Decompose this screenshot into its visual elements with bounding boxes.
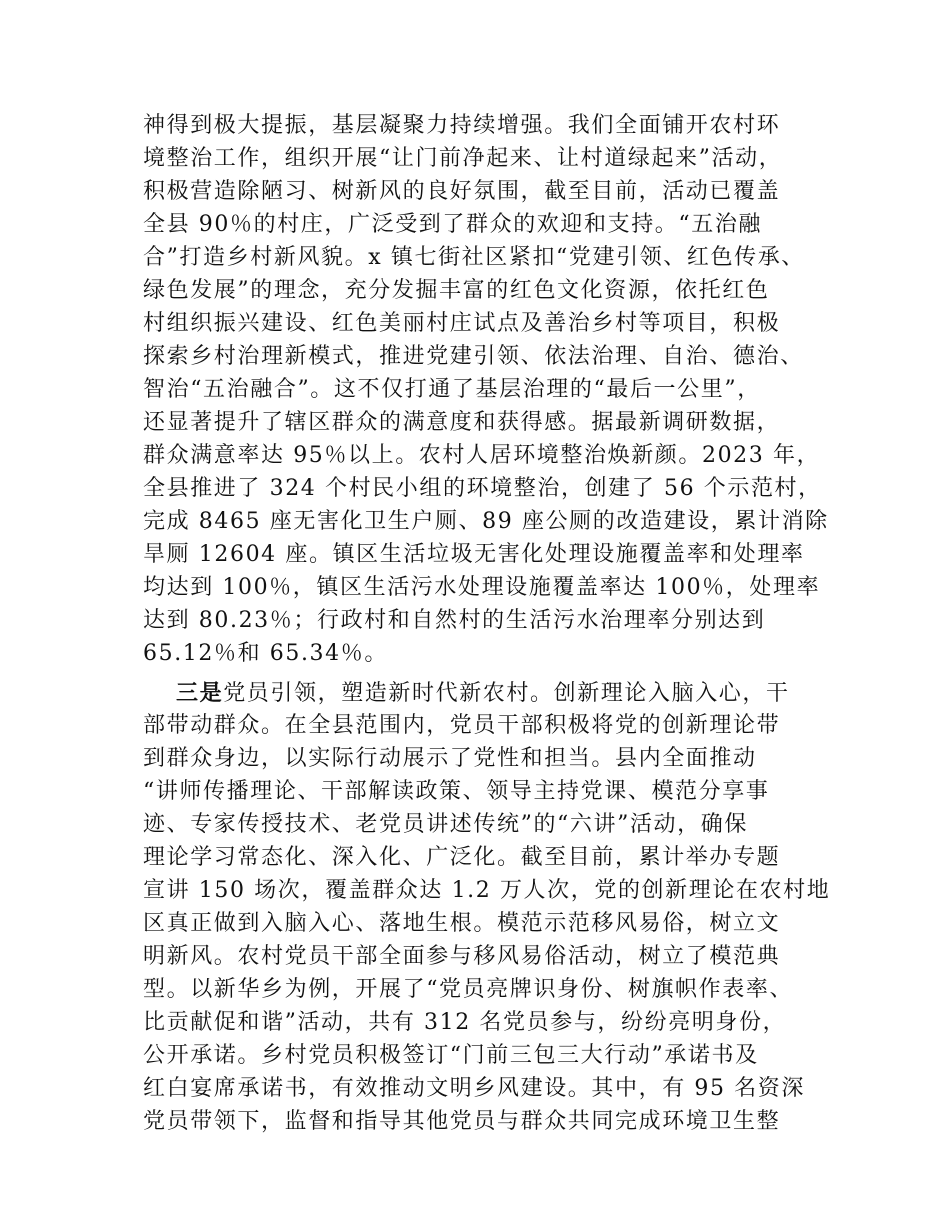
paragraph-1-line: 群众满意率达 95％以上。农村人居环境整治焕新颜。2023 年， — [143, 443, 821, 468]
paragraph-2-lead: 三是 — [176, 680, 224, 706]
paragraph-1-line: 合”打造乡村新风貌。x 镇七街社区紧扣“党建引领、红色传承、 — [143, 245, 805, 270]
paragraph-2-line: 红白宴席承诺书，有效推动文明乡风建设。其中，有 95 名资深 — [143, 1076, 805, 1101]
paragraph-1-line: 村组织振兴建设、红色美丽村庄试点及善治乡村等项目，积极 — [143, 311, 781, 336]
paragraph-2-first-line-text: 党员引领，塑造新时代新农村。创新理论入脑入心，干 — [223, 681, 790, 706]
paragraph-2-line: 明新风。农村党员干部全面参与移风易俗活动，树立了模范典 — [143, 944, 781, 969]
paragraph-1-line: 65.12％和 65.34％。 — [143, 641, 388, 666]
paragraph-1-line: 完成 8465 座无害化卫生户厕、89 座公厕的改造建设，累计消除 — [143, 509, 829, 534]
paragraph-1-line: 均达到 100％，镇区生活污水处理设施覆盖率达 100％，处理率 — [143, 575, 821, 600]
paragraph-1-line: 境整治工作，组织开展“让门前净起来、让村道绿起来”活动， — [143, 146, 783, 171]
paragraph-1-line: 达到 80.23％；行政村和自然村的生活污水治理率分别达到 — [143, 608, 766, 633]
paragraph-2-first-line — [176, 678, 790, 708]
paragraph-2-line: “讲师传播理论、干部解读政策、领导主持党课、模范分享事 — [143, 779, 770, 804]
paragraph-2-line: 迹、专家传授技术、老党员讲述传统”的“六讲”活动，确保 — [143, 812, 748, 837]
paragraph-2-line: 理论学习常态化、深入化、广泛化。截至目前，累计举办专题 — [143, 845, 781, 870]
paragraph-2-line: 宣讲 150 场次，覆盖群众达 1.2 万人次，党的创新理论在农村地 — [143, 878, 831, 903]
paragraph-2-line: 比贡献促和谐”活动，共有 312 名党员参与，纷纷亮明身份， — [143, 1010, 787, 1035]
paragraph-1-line: 积极营造除陋习、树新风的良好氛围，截至目前，活动已覆盖 — [143, 179, 781, 204]
paragraph-2-line: 型。以新华乡为例，开展了“党员亮牌识身份、树旗帜作表率、 — [143, 977, 794, 1002]
paragraph-1-line: 全县 90％的村庄，广泛受到了群众的欢迎和支持。“五治融 — [143, 212, 763, 237]
paragraph-2-line: 到群众身边，以实际行动展示了党性和担当。县内全面推动 — [143, 746, 757, 771]
paragraph-1-line: 旱厕 12604 座。镇区生活垃圾无害化处理设施覆盖率和处理率 — [143, 542, 805, 567]
paragraph-2-line: 部带动群众。在全县范围内，党员干部积极将党的创新理论带 — [143, 713, 781, 738]
paragraph-1-line: 探索乡村治理新模式，推进党建引领、依法治理、自治、德治、 — [143, 344, 804, 369]
paragraph-1-line: 还显著提升了辖区群众的满意度和获得感。据最新调研数据， — [143, 410, 781, 435]
paragraph-1-line: 绿色发展”的理念，充分发掘丰富的红色文化资源，依托红色 — [143, 278, 770, 303]
paragraph-2-line: 公开承诺。乡村党员积极签订“门前三包三大行动”承诺书及 — [143, 1043, 759, 1068]
paragraph-2-line: 区真正做到入脑入心、落地生根。模范示范移风易俗，树立文 — [143, 911, 781, 936]
paragraph-2-line: 党员带领下，监督和指导其他党员与群众共同完成环境卫生整 — [143, 1109, 781, 1134]
paragraph-1-line: 神得到极大提振，基层凝聚力持续增强。我们全面铺开农村环 — [143, 113, 781, 138]
paragraph-1-line: 智治“五治融合”。这不仅打通了基层治理的“最后一公里”， — [143, 377, 761, 402]
paragraph-1-line: 全县推进了 324 个村民小组的环境整治，创建了 56 个示范村， — [143, 476, 822, 501]
